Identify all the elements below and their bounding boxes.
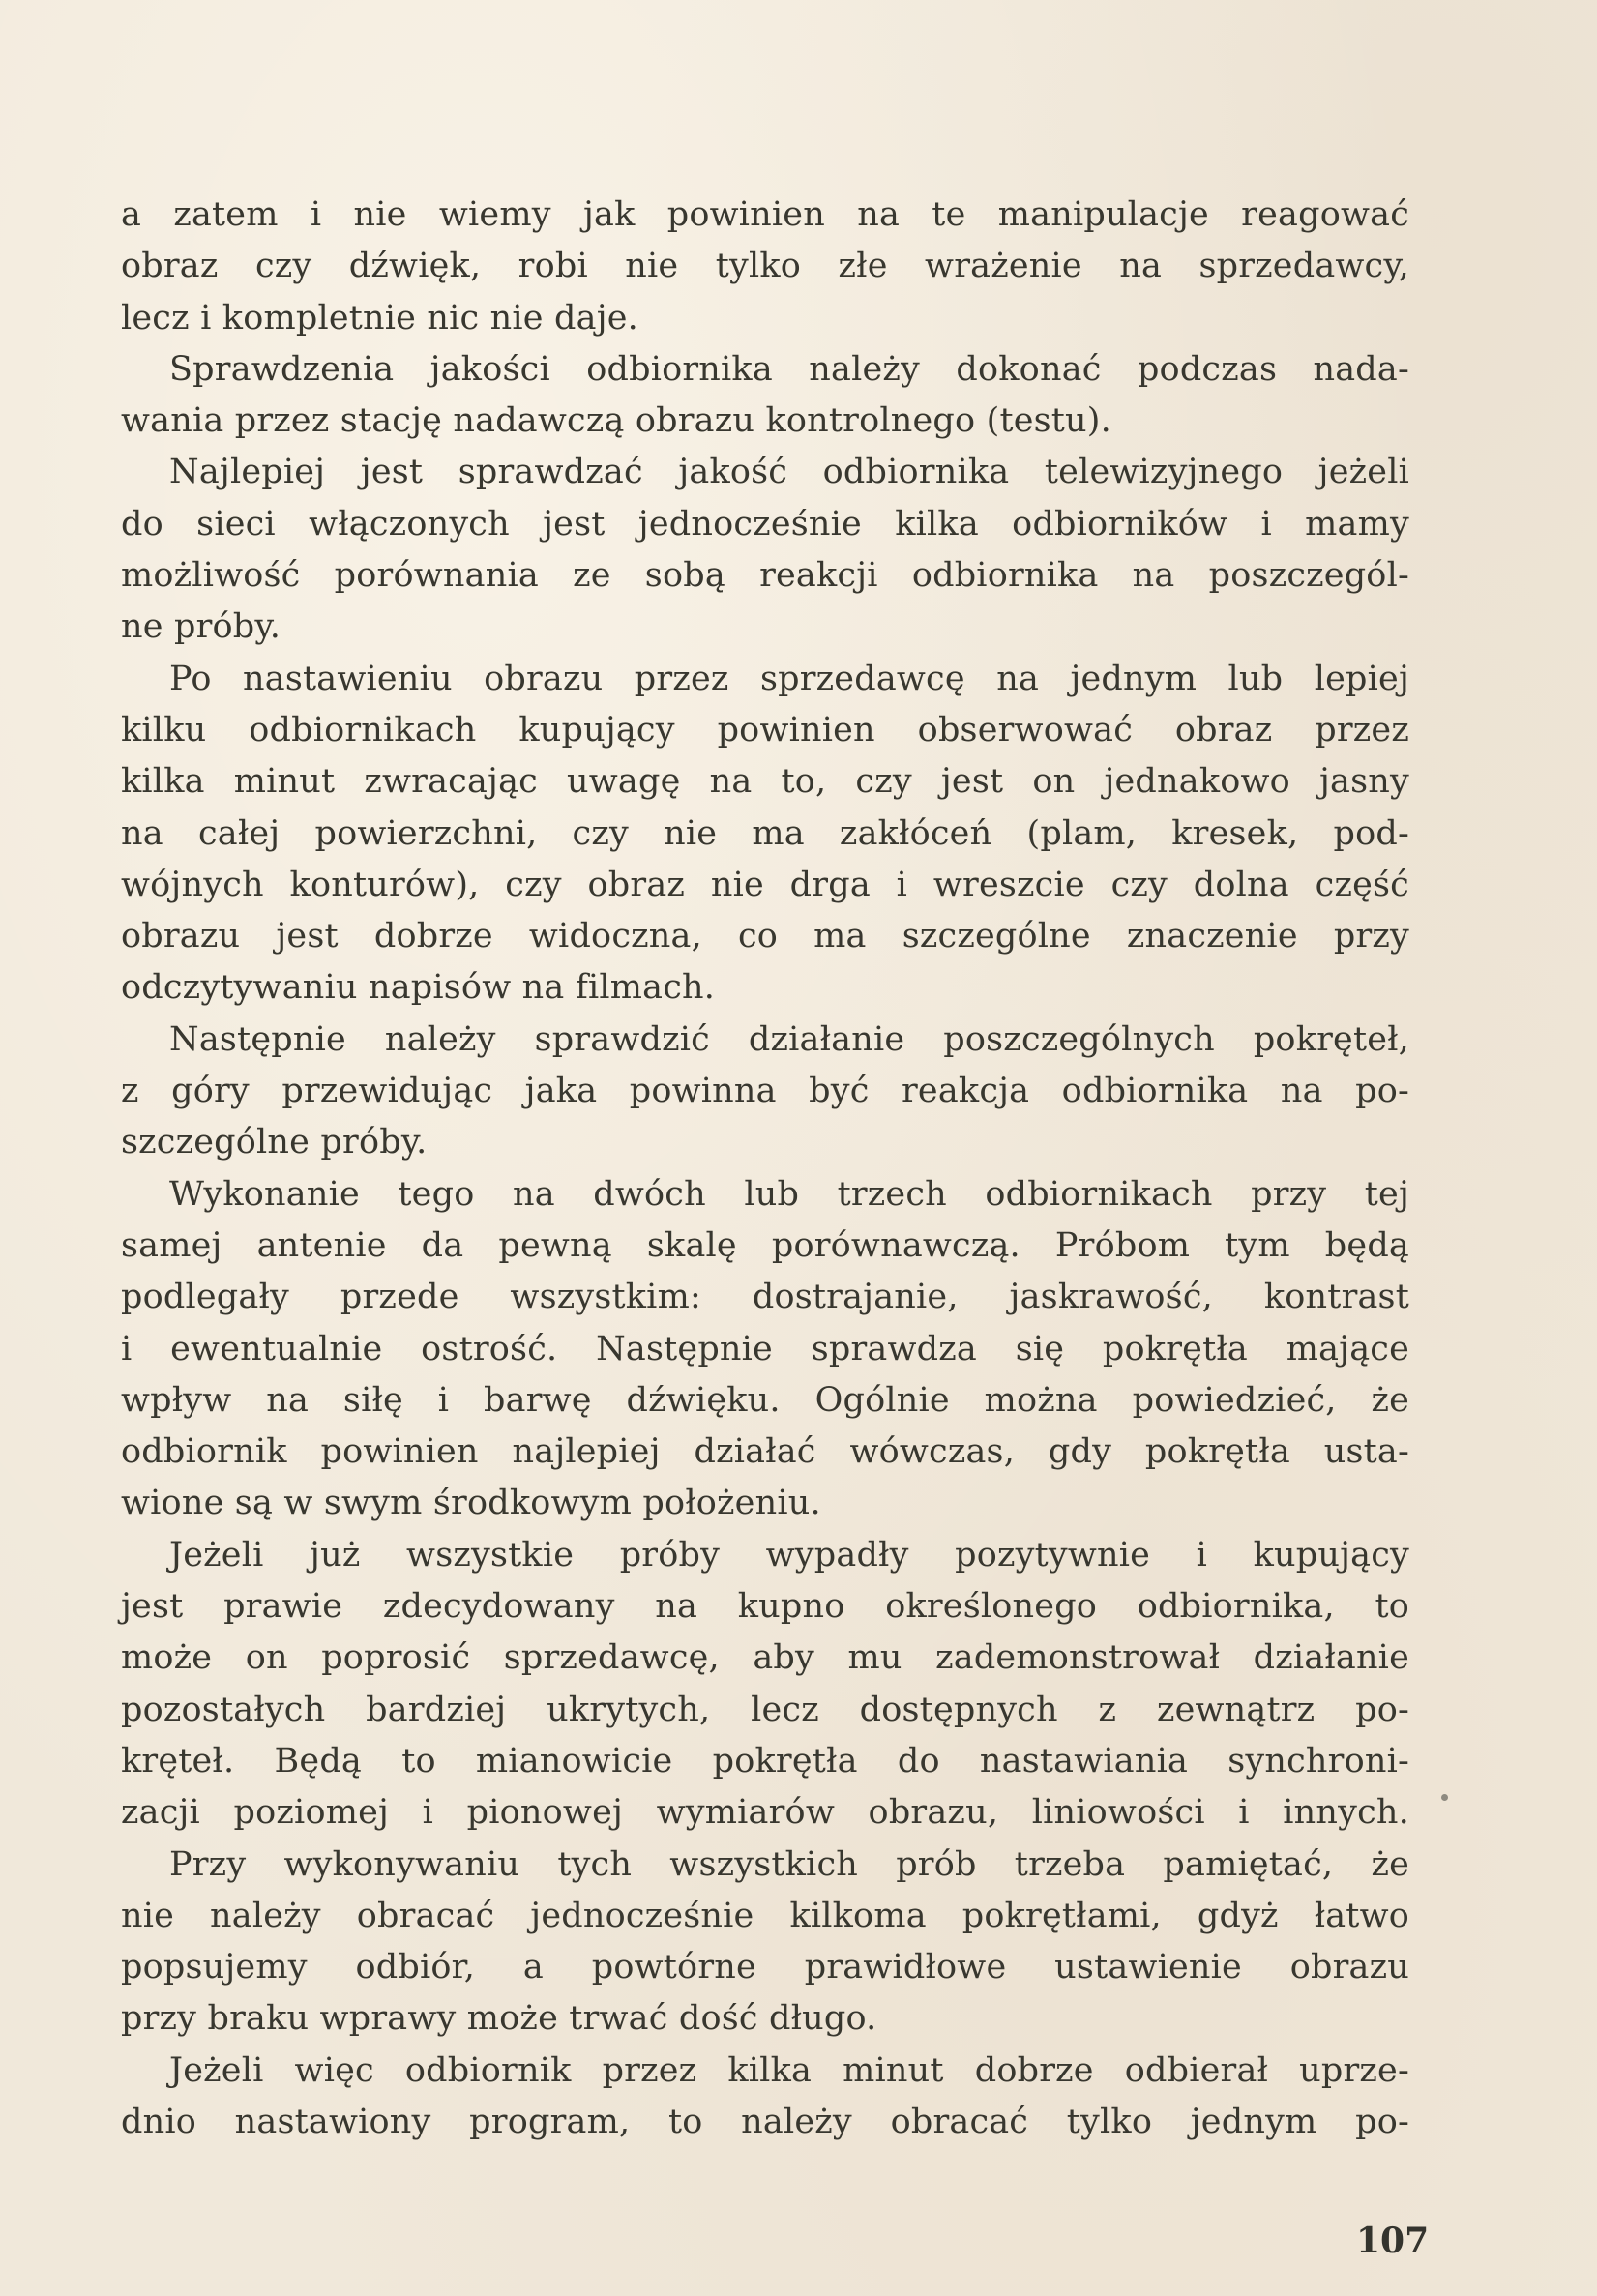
text-line: obraz czy dźwięk, robi nie tylko złe wrażenie na sprzedawcy, [121,247,1409,286]
text-line: z góry przewidując jaka powinna być reakcja odbiornika na po- [121,1072,1409,1111]
page-number: 107 [1356,2221,1430,2261]
text-line: lecz i kompletnie nic nie daje. [121,298,639,338]
paragraph [121,1840,1409,2046]
text-line: Wykonanie tego na dwóch lub trzech odbiornikach przy tej [169,1174,1409,1214]
text-line: Przy wykonywaniu tych wszystkich prób trzeba pamiętać, że [169,1844,1409,1884]
text-line: ne próby. [121,607,281,647]
paragraph [121,2046,1409,2149]
text-line: możliwość porównania ze sobą reakcji odbiornika na poszczegól- [121,556,1409,596]
text-line: do sieci włączonych jest jednocześnie kilka odbiorników i mamy [121,504,1409,544]
paragraph [121,1015,1409,1169]
text-line: wpływ na siłę i barwę dźwięku. Ogólnie można powiedzieć, że [121,1380,1409,1420]
text-line: przy braku wprawy może trwać dość długo. [121,1999,877,2039]
text-line: odbiornik powinien najlepiej działać wówczas, gdy pokrętła usta- [121,1432,1409,1472]
paragraph [121,654,1409,1015]
text-line: podlegały przede wszystkim: dostrajanie, jaskrawość, kontrast [121,1278,1409,1317]
page-body [121,190,1409,2148]
text-line: obrazu jest dobrze widoczna, co ma szczególne znaczenie przy [121,917,1409,957]
paragraph [121,1530,1409,1840]
text-line: Sprawdzenia jakości odbiornika należy dokonać podczas nada- [169,349,1409,389]
text-line: może on poprosić sprzedawcę, aby mu zademonstrował działanie [121,1638,1409,1678]
text-line: Po nastawieniu obrazu przez sprzedawcę na jednym lub lepiej [169,659,1409,698]
text-line: samej antenie da pewną skalę porównawczą. Próbom tym będą [121,1225,1409,1265]
text-line: nie należy obracać jednocześnie kilkoma pokrętłami, gdyż łatwo [121,1896,1409,1935]
text-line: dnio nastawiony program, to należy obracać tylko jednym po- [121,2102,1409,2141]
paragraph [121,447,1409,653]
text-line: Jeżeli więc odbiornik przez kilka minut dobrze odbierał uprze- [169,2050,1409,2090]
text-line: kilka minut zwracając uwagę na to, czy jest on jednakowo jasny [121,762,1409,802]
text-line: na całej powierzchni, czy nie ma zakłóceń (plam, kresek, pod- [121,813,1409,853]
text-line: Jeżeli już wszystkie próby wypadły pozytywnie i kupujący [169,1535,1409,1575]
text-line: szczególne próby. [121,1123,428,1163]
paragraph [121,1169,1409,1530]
text-line: popsujemy odbiór, a powtórne prawidłowe ustawienie obrazu [121,1948,1409,1987]
text-line: wione są w swym środkowym położeniu. [121,1484,821,1523]
text-line: Następnie należy sprawdzić działanie poszczególnych pokręteł, [169,1019,1409,1059]
text-line: kilku odbiornikach kupujący powinien obserwować obraz przez [121,710,1409,750]
text-line: kręteł. Będą to mianowicie pokrętła do nastawiania synchroni- [121,1741,1409,1781]
text-line: pozostałych bardziej ukrytych, lecz dostępnych z zewnątrz po- [121,1690,1409,1729]
paper-speck [1441,1794,1448,1801]
text-line: wójnych konturów), czy obraz nie drga i wreszcie czy dolna część [121,865,1409,904]
text-line: a zatem i nie wiemy jak powinien na te manipulacje reagować [121,195,1409,234]
text-line: wania przez stację nadawczą obrazu kontrolnego (testu). [121,401,1111,441]
text-line: zacji poziomej i pionowej wymiarów obrazu, liniowości i innych. [121,1793,1409,1833]
text-line: i ewentualnie ostrość. Następnie sprawdza się pokrętła mające [121,1329,1409,1369]
paragraph [121,190,1409,344]
text-line: Najlepiej jest sprawdzać jakość odbiornika telewizyjnego jeżeli [169,453,1409,492]
text-line: jest prawie zdecydowany na kupno określonego odbiornika, to [121,1587,1409,1627]
text-line: odczytywaniu napisów na filmach. [121,968,716,1008]
paragraph [121,344,1409,448]
